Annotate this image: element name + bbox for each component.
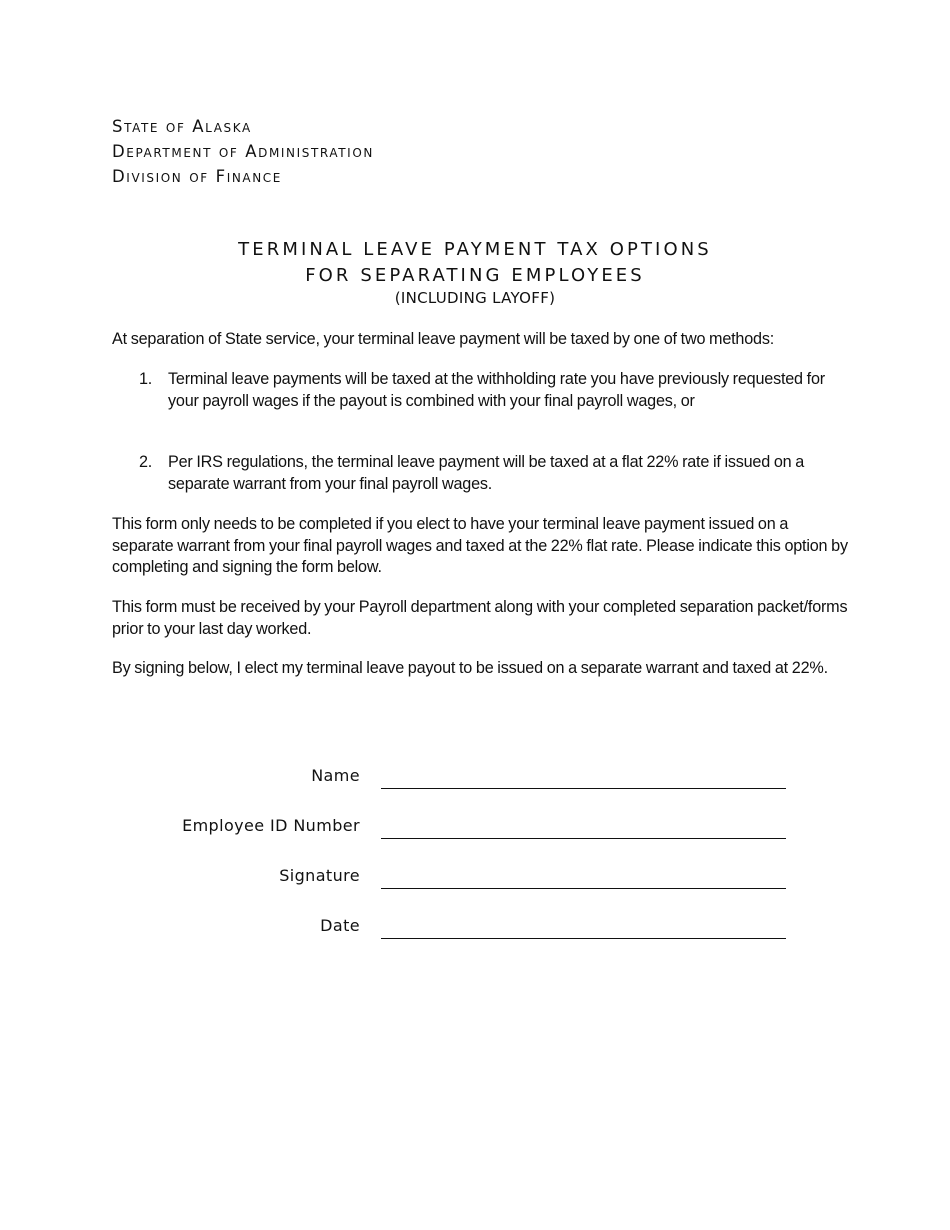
deadline-paragraph: This form must be received by your Payroll department along with your completed separation packet/forms prior to your last day worked.: [112, 598, 848, 638]
date-label: Date: [320, 916, 360, 935]
signature-field-row: [0, 859, 950, 889]
date-field[interactable]: [381, 938, 786, 939]
name-label: Name: [311, 766, 360, 785]
title-line-1: TERMINAL LEAVE PAYMENT TAX OPTIONS: [238, 239, 712, 260]
org-division: Division of Finance: [112, 167, 282, 186]
list-item-text: Terminal leave payments will be taxed at the withholding rate you have previously requested for your payroll wages if the payout is combined with your final payroll wages, or: [168, 370, 825, 410]
signature-label: Signature: [279, 866, 360, 885]
title-subtitle: (INCLUDING LAYOFF): [394, 289, 556, 307]
employee-id-field-row: [0, 809, 950, 839]
agency-header: [112, 114, 374, 189]
org-state: State of Alaska: [112, 117, 252, 136]
list-item-number: 2.: [139, 453, 153, 471]
date-field-row: [0, 909, 950, 939]
list-item-text: Per IRS regulations, the terminal leave payment will be taxed at a flat 22% rate if issued on a separate warrant from your final payroll wages.: [168, 453, 805, 493]
name-field[interactable]: [381, 788, 786, 789]
title-line-2: FOR SEPARATING EMPLOYEES: [305, 265, 645, 286]
org-department: Department of Administration: [112, 142, 374, 161]
signature-field[interactable]: [381, 888, 786, 889]
name-field-row: [0, 759, 950, 789]
election-statement: By signing below, I elect my terminal leave payout to be issued on a separate warrant and taxed at 22%.: [112, 659, 828, 677]
list-item-number: 1.: [139, 370, 153, 388]
eligibility-paragraph: This form only needs to be completed if you elect to have your terminal leave payment issued on a separate warrant from your final payroll wages and taxed at the 22% flat rate. Please indicate this option by completing and signing the form below.: [112, 515, 848, 576]
intro-paragraph: At separation of State service, your terminal leave payment will be taxed by one of two methods:: [112, 330, 775, 348]
employee-id-field[interactable]: [381, 838, 786, 839]
form-title: [0, 237, 950, 308]
employee-id-label: Employee ID Number: [182, 816, 360, 835]
